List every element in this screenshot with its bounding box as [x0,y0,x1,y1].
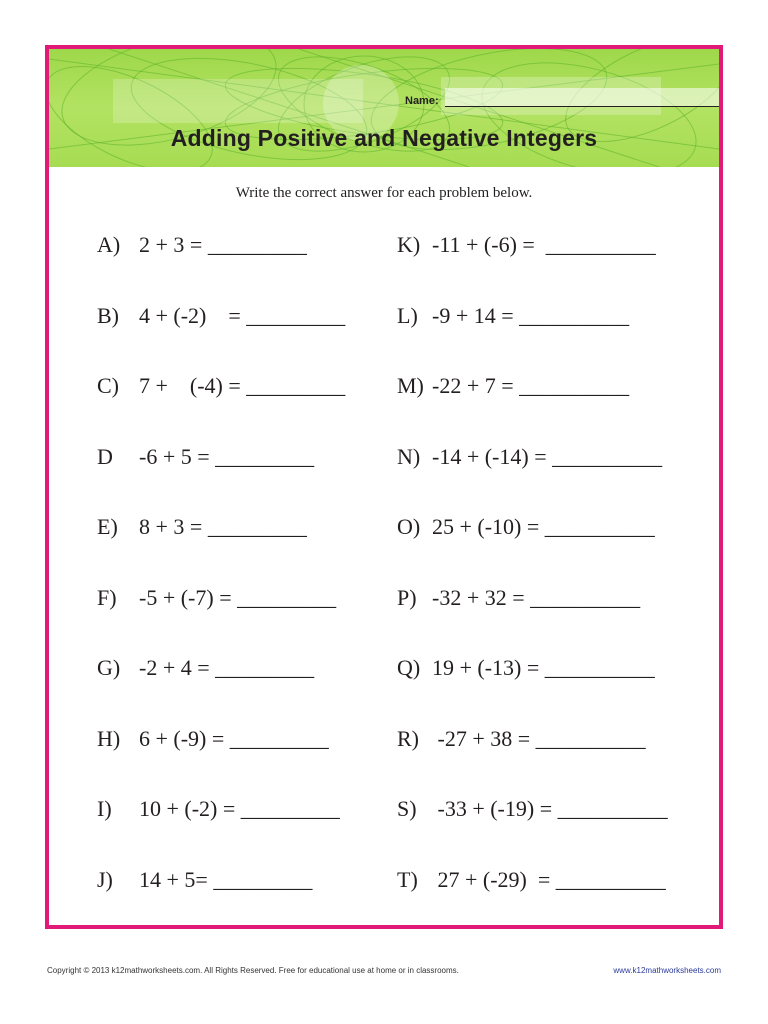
problem-label: F) [97,584,117,610]
problem-expression[interactable]: 19 + (-13) = __________ [432,655,655,680]
problem-label: D [97,443,113,469]
problem-expression[interactable]: 10 + (-2) = _________ [139,796,340,821]
problem-expression[interactable]: 7 + (-4) = _________ [139,373,346,398]
copyright-text: Copyright © 2013 k12mathworksheets.com. All Rights Reserved. Free for educational use at home or in classrooms. [47,966,459,975]
problem-expression[interactable]: 4 + (-2) = _________ [139,302,346,328]
problem-label: L) [397,302,418,328]
problem-expression[interactable]: -32 + 32 = __________ [432,584,641,610]
website-link[interactable]: www.k12mathworksheets.com [613,966,721,975]
problem-label: C) [97,373,119,398]
problem-expression[interactable]: 25 + (-10) = __________ [432,514,655,539]
problem-label: R) [397,725,419,751]
problem-expression[interactable]: 6 + (-9) = _________ [139,725,329,751]
problem-expression[interactable]: -11 + (-6) = __________ [432,232,656,257]
problem-expression[interactable]: -14 + (-14) = __________ [432,443,663,469]
problem-expression[interactable]: 8 + 3 = _________ [139,514,307,539]
problem-expression[interactable]: -2 + 4 = _________ [139,655,315,680]
worksheet-title: Adding Positive and Negative Integers [170,125,598,151]
problem-label: T) [397,866,418,892]
problem-label: N) [397,443,421,469]
problem-expression[interactable]: -9 + 14 = __________ [432,302,630,328]
problem-label: G) [97,655,121,680]
problem-expression[interactable]: 27 + (-29) = __________ [432,866,666,892]
problem-label: K) [397,232,421,257]
instructions: Write the correct answer for each problem below. [235,185,533,201]
name-label: Name: [405,95,439,107]
name-field-row [405,87,719,107]
worksheet-frame [45,45,723,929]
problem-label: E) [97,514,118,539]
problem-label: P) [397,584,417,610]
name-input-line[interactable] [445,88,719,107]
problem-expression[interactable]: -22 + 7 = __________ [432,373,630,398]
problem-label: H) [97,725,121,751]
problem-label: Q) [397,655,421,680]
problem-label: J) [97,866,113,892]
problem-expression[interactable]: 2 + 3 = _________ [139,232,307,257]
problem-label: B) [97,302,119,328]
problem-expression[interactable]: -27 + 38 = __________ [432,725,646,751]
problem-label: A) [97,232,121,257]
problem-label: S) [397,796,417,821]
problem-expression[interactable]: -6 + 5 = _________ [139,443,315,469]
problem-expression[interactable]: 14 + 5= _________ [139,866,313,892]
problem-expression[interactable]: -5 + (-7) = _________ [139,584,337,610]
problem-label: O) [397,514,421,539]
problem-label: I) [97,796,112,821]
header-banner [49,49,719,167]
problem-label: M) [397,373,424,398]
problem-expression[interactable]: -33 + (-19) = __________ [432,796,668,821]
